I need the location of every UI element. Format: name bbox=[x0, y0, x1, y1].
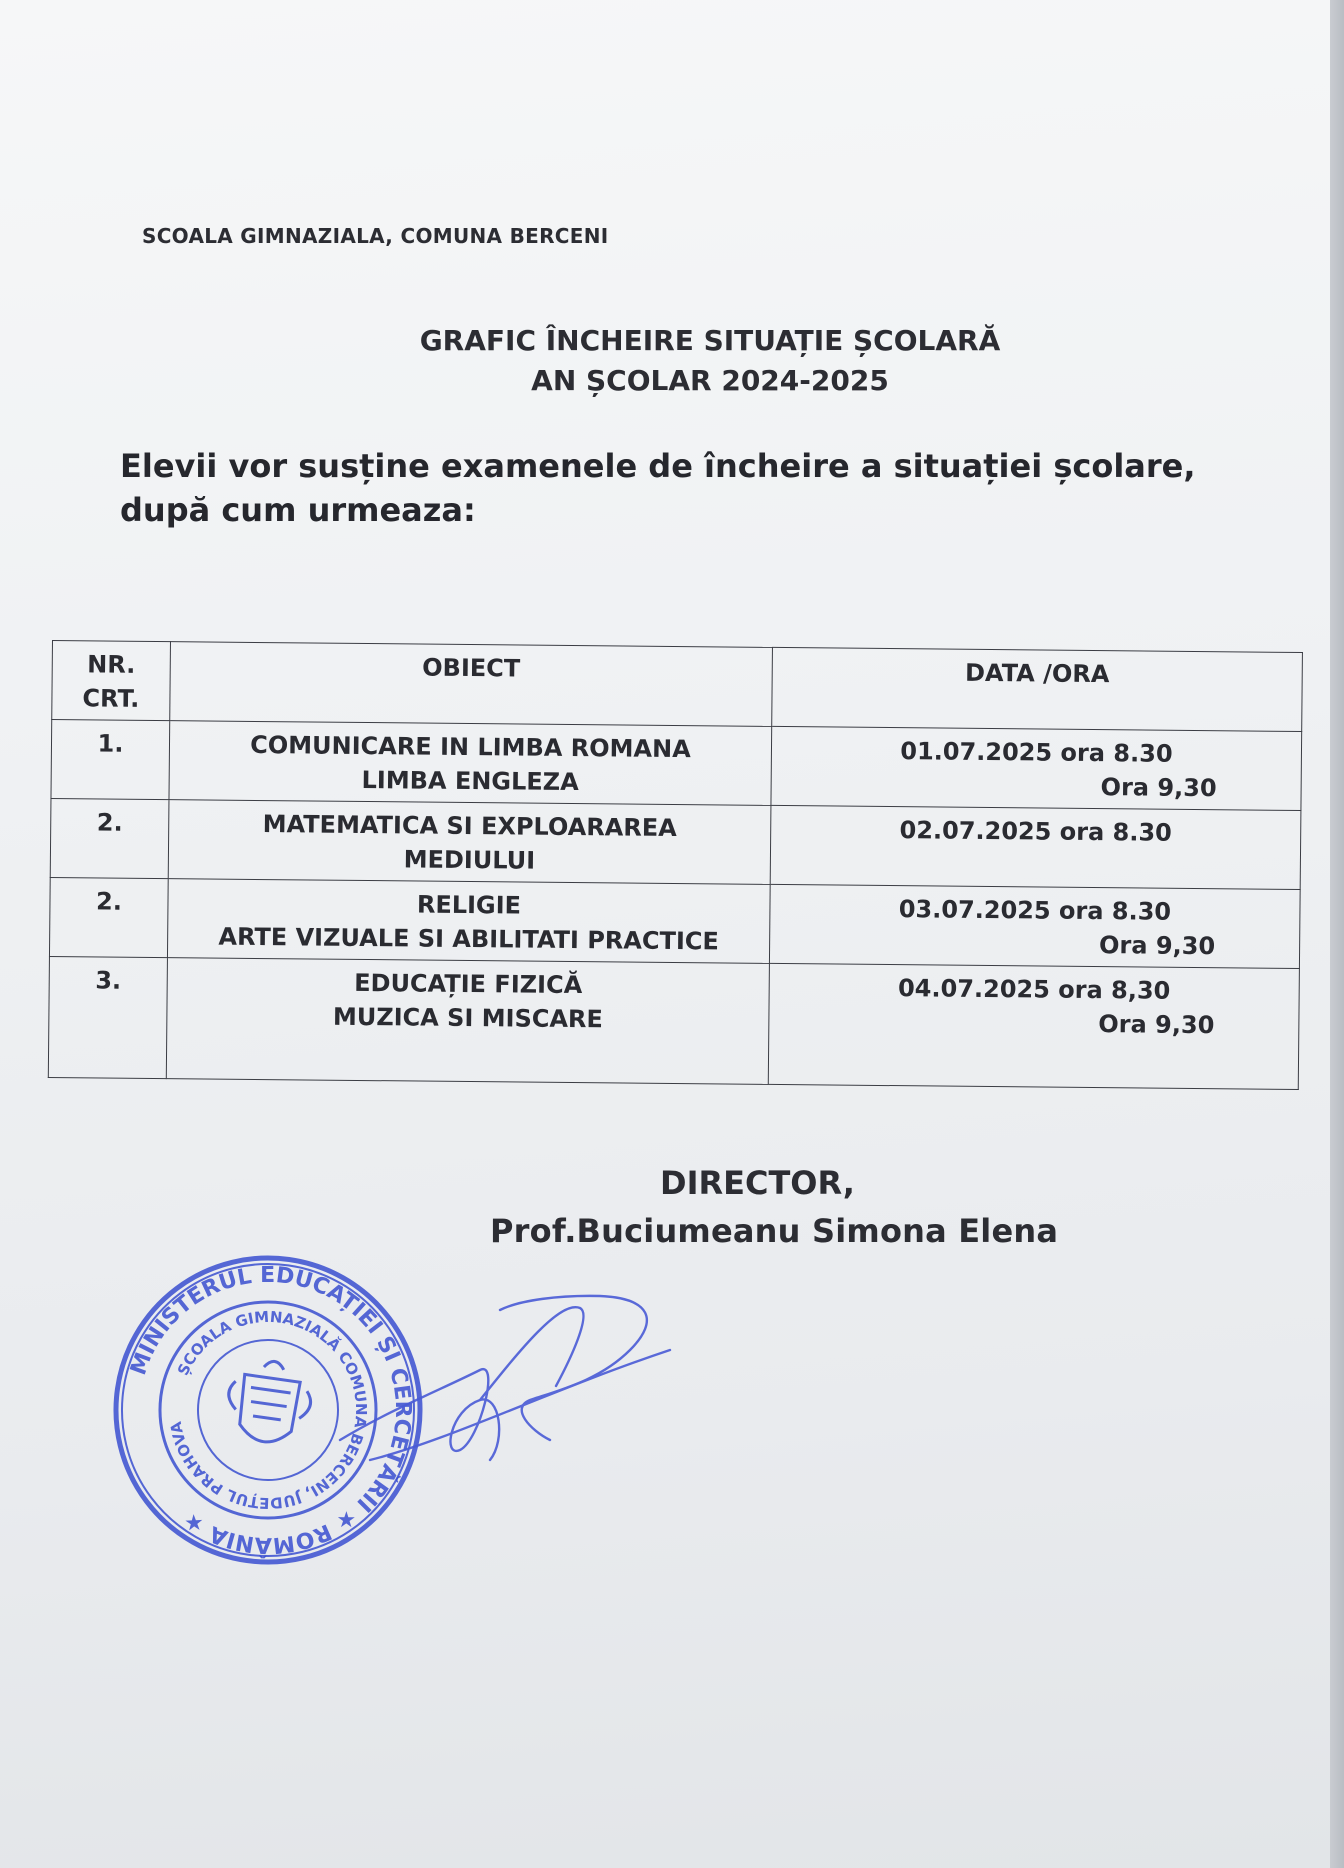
row-subject bbox=[167, 879, 770, 964]
row-date bbox=[770, 805, 1301, 889]
row-number: 3. bbox=[48, 956, 167, 1078]
subject-line: RELIGIE bbox=[416, 890, 522, 920]
school-name: SCOALA GIMNAZIALA, COMUNA BERCENI bbox=[142, 224, 609, 248]
paper-edge bbox=[1330, 0, 1344, 1868]
document-title: GRAFIC ÎNCHEIRE SITUAȚIE ȘCOLARĂ bbox=[419, 324, 1001, 357]
subject-line: MUZICA SI MISCARE bbox=[332, 1002, 604, 1034]
svg-text:ȘCOALA GIMNAZIALĂ COMUNA BERCE: ȘCOALA GIMNAZIALĂ COMUNA BERCENI, JUDEȚUL PRAHOVA bbox=[166, 1307, 371, 1513]
subject-line: COMUNICARE IN LIMBA ROMANA bbox=[250, 730, 691, 764]
date-line: 01.07.2025 ora 8.30 bbox=[900, 737, 1173, 768]
time-line: Ora 9,30 bbox=[1098, 931, 1216, 961]
table-header-row bbox=[52, 641, 1303, 732]
table-row bbox=[50, 798, 1301, 889]
exam-schedule-table bbox=[48, 640, 1303, 1090]
date-line: 04.07.2025 ora 8,30 bbox=[897, 974, 1171, 1005]
row-subject bbox=[169, 721, 772, 806]
row-subject bbox=[168, 800, 771, 885]
director-title: DIRECTOR, bbox=[660, 1164, 855, 1202]
subject-line: EDUCAȚIE FIZICĂ bbox=[354, 968, 583, 1000]
signature-icon bbox=[330, 1290, 690, 1490]
table-row bbox=[48, 956, 1299, 1089]
school-year: AN ȘCOLAR 2024-2025 bbox=[531, 364, 889, 397]
svg-text:MINISTERUL EDUCAȚIEI ȘI CERCET: MINISTERUL EDUCAȚIEI ȘI CERCETĂRII ★ ROMÂNIA ★ bbox=[126, 1262, 416, 1558]
row-date bbox=[769, 884, 1300, 968]
subject-line: MEDIULUI bbox=[403, 845, 536, 875]
date-line: 02.07.2025 ora 8.30 bbox=[899, 816, 1172, 847]
intro-text: Elevii vor susține examenele de încheire a situației școlare, după cum urmeaza: bbox=[120, 447, 1196, 529]
time-line: Ora 9,30 bbox=[1100, 773, 1217, 803]
row-number: 2. bbox=[50, 798, 169, 878]
subject-line: LIMBA ENGLEZA bbox=[361, 765, 579, 797]
director-name: Prof.Buciumeanu Simona Elena bbox=[490, 1212, 1059, 1250]
header-data-ora: DATA /ORA bbox=[772, 647, 1303, 731]
row-number: 1. bbox=[51, 720, 170, 800]
subject-line: ARTE VIZUALE SI ABILITATI PRACTICE bbox=[218, 922, 719, 956]
time-line: Ora 9,30 bbox=[1098, 1010, 1215, 1040]
table-row bbox=[49, 877, 1300, 968]
header-nr-crt: NR. CRT. bbox=[52, 641, 171, 721]
table-row bbox=[51, 720, 1302, 811]
row-date bbox=[768, 963, 1299, 1089]
row-subject bbox=[166, 958, 769, 1085]
date-line: 03.07.2025 ora 8.30 bbox=[898, 895, 1172, 926]
row-number: 2. bbox=[49, 877, 168, 957]
subject-line: MATEMATICA SI EXPLOARAREA bbox=[262, 810, 677, 843]
row-date bbox=[771, 726, 1302, 810]
header-obiect: OBIECT bbox=[170, 642, 773, 727]
